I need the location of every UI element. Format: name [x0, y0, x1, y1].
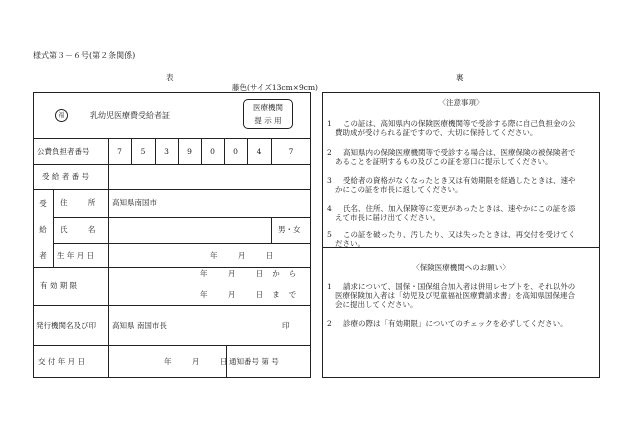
- note-line: この証を破ったり、汚したり、又は失ったときは、再交付を受けてく: [343, 230, 576, 239]
- divider: [33, 267, 311, 268]
- address-label: 住 所: [60, 198, 105, 207]
- request-line: 会に提出してください。: [335, 300, 418, 309]
- issue-date-label: 交 付 年 月 日: [38, 357, 86, 366]
- name-label: 氏 名: [60, 225, 105, 234]
- note-number: 3: [327, 176, 332, 185]
- validity-to: 年 月 日まで: [200, 290, 306, 299]
- note-line: この証は、高知県内の保険医療機関等で受診する際に自己負担金の公: [343, 119, 576, 128]
- dob-label: 生 年 月 日: [57, 251, 95, 260]
- divider: [33, 138, 311, 139]
- payer-digit: 0: [233, 147, 238, 156]
- front-card-border: [33, 92, 311, 378]
- divider: [108, 189, 109, 378]
- issuer-label: 発行機関名及び印: [36, 321, 96, 330]
- divider: [33, 345, 311, 346]
- note-line: ださい。: [335, 239, 365, 248]
- requests-heading: 〈保険医療機関へのお願い〉: [412, 263, 510, 272]
- front-side-label: 表: [166, 73, 174, 82]
- note-number: 4: [327, 204, 332, 213]
- validity-from: 年 月 日から: [200, 269, 306, 278]
- recipient-side-char: 受: [39, 199, 47, 208]
- notes-heading: 〈注意事項〉: [438, 98, 484, 107]
- note-line: えて市長に届け出てください。: [335, 213, 440, 222]
- recipient-number-label: 受 給 者 番 号: [42, 172, 90, 181]
- request-line: 医療保険加入者は「幼児及び児童福祉医療費請求書」を高知県国保連合: [335, 291, 575, 300]
- back-side-label: 裏: [456, 73, 464, 82]
- payer-digit: 0: [210, 147, 215, 156]
- sex-value: 男・女: [278, 225, 301, 234]
- note-number: 1: [327, 119, 332, 128]
- divider: [33, 305, 311, 306]
- payer-digit: 9: [187, 147, 192, 156]
- divider: [53, 189, 54, 267]
- request-number: 1: [327, 282, 332, 291]
- divider: [53, 217, 311, 218]
- payer-digit: 7: [117, 147, 122, 156]
- issuer-seal: 印: [282, 321, 290, 330]
- request-line: 請求について、国保・国保組合加入者は併用レセプトを、それ以外の: [343, 282, 576, 291]
- recipient-side-char: 者: [39, 251, 47, 260]
- note-line: 氏名、住所、加入保険等に変更があったときは、速やかにこの証を添: [343, 204, 576, 213]
- card-title: 乳幼児医療費受給者証: [90, 111, 170, 120]
- divider: [33, 164, 311, 165]
- validity-label: 有 効 期 限: [40, 281, 78, 290]
- payer-number-label: 公費負担者番号: [37, 147, 90, 156]
- divider: [33, 189, 311, 190]
- divider: [108, 138, 109, 189]
- note-number: 5: [327, 230, 332, 239]
- divider: [53, 243, 311, 244]
- note-number: 2: [327, 148, 332, 157]
- request-number: 2: [327, 319, 332, 328]
- note-line: かにこの証を市長に返してください。: [335, 185, 463, 194]
- address-value: 高知県南国市: [112, 198, 157, 207]
- request-line: 診療の際は「有効期限」についてのチェックを必ずしてください。: [343, 319, 568, 328]
- payer-digit: 5: [140, 147, 146, 156]
- welfare-seal-icon: 福: [55, 109, 68, 122]
- payer-digit: 3: [164, 147, 169, 156]
- form-number: 様式第３－６号(第２条関係): [33, 51, 136, 60]
- note-line: 受給者の資格がなくなったとき又は有効期限を経過したときは、速や: [343, 176, 576, 185]
- recipient-side-char: 給: [39, 225, 47, 234]
- dob-value: 年 月 日: [210, 251, 283, 260]
- presentation-label: 提 示 用: [254, 116, 282, 125]
- note-line: あることを証明するもの及びこの証を窓口に提示してください。: [335, 157, 553, 166]
- issue-date-value: 年 月 日: [164, 357, 237, 366]
- issuer-value: 高知県 南国市長: [112, 321, 167, 330]
- divider: [271, 217, 272, 243]
- payer-digit: 4: [256, 147, 262, 156]
- notice-number-label: 通知番号 第 号: [229, 357, 279, 366]
- medical-institution-label: 医療機関: [253, 103, 283, 112]
- note-line: 高知県内の保険医療機関等で受診する場合は、医療保険の被保険者で: [343, 148, 576, 157]
- note-line: 費助成が受けられる証ですので、大切に保持してください。: [335, 128, 538, 137]
- color-size-note: 藤色(サイズ13cm×9cm): [232, 83, 318, 92]
- payer-digit: 7: [288, 147, 294, 156]
